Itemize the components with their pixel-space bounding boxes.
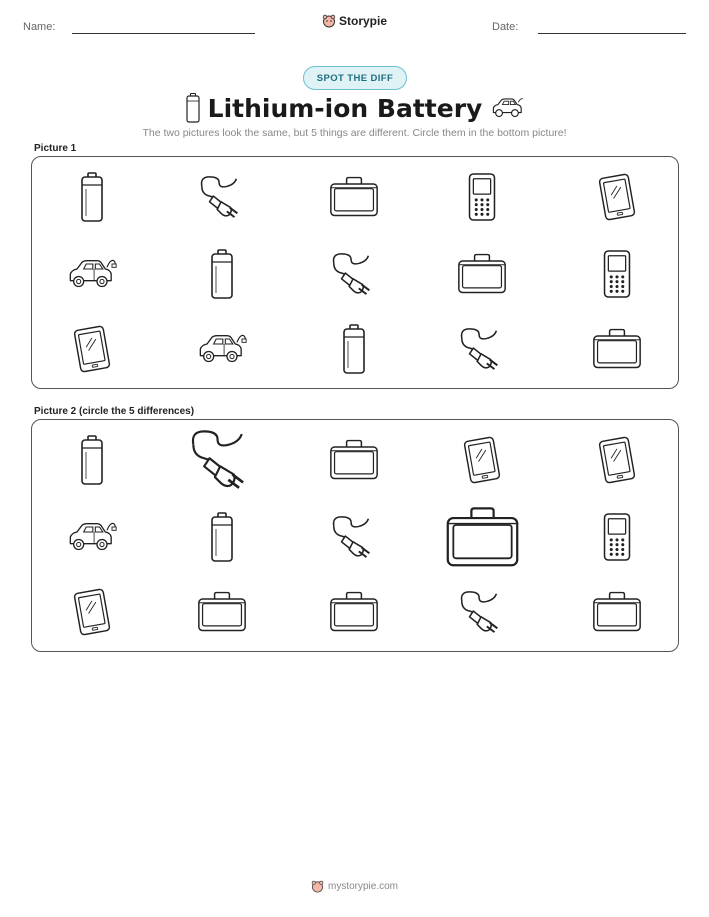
picture-1-panel	[31, 156, 679, 389]
plug-icon	[314, 234, 394, 314]
battery-icon[interactable]	[182, 497, 262, 577]
plug-icon[interactable]	[182, 420, 262, 500]
date-label: Date:	[492, 21, 519, 33]
battery-icon	[182, 234, 262, 314]
lunchbox-icon	[314, 157, 394, 237]
battery-icon	[52, 157, 132, 237]
tablet-icon	[52, 309, 132, 389]
plug-icon	[442, 309, 522, 389]
car-icon	[182, 309, 262, 389]
plug-icon[interactable]	[314, 497, 394, 577]
title-text: Lithium-ion Battery	[207, 93, 483, 123]
picture-2-label: Picture 2 (circle the 5 differences)	[34, 406, 195, 417]
lunchbox-icon[interactable]	[442, 497, 522, 577]
name-line[interactable]	[72, 33, 255, 34]
battery-icon[interactable]	[52, 420, 132, 500]
lunchbox-icon[interactable]	[577, 572, 657, 652]
lunchbox-icon[interactable]	[182, 572, 262, 652]
tablet-icon[interactable]	[52, 572, 132, 652]
lunchbox-icon	[577, 309, 657, 389]
phone-icon	[442, 157, 522, 237]
storypie-mascot-icon	[322, 14, 336, 28]
brand-name: Storypie	[339, 14, 388, 28]
car-icon	[490, 95, 524, 121]
name-label: Name:	[23, 21, 56, 33]
spot-the-diff-badge: SPOT THE DIFF	[303, 66, 407, 90]
footer-url: mystorypie.com	[327, 881, 398, 892]
phone-icon	[577, 234, 657, 314]
car-icon	[52, 234, 132, 314]
lunchbox-icon	[442, 234, 522, 314]
battery-icon	[186, 93, 200, 123]
plug-icon[interactable]	[442, 572, 522, 652]
date-line[interactable]	[538, 33, 686, 34]
storypie-mascot-icon	[311, 880, 324, 893]
picture-1-label: Picture 1	[34, 143, 77, 154]
page-title	[180, 90, 530, 126]
storypie-logo	[322, 14, 387, 28]
footer	[0, 880, 709, 893]
lunchbox-icon[interactable]	[314, 420, 394, 500]
plug-icon	[182, 157, 262, 237]
instructions: The two pictures look the same, but 5 things are different. Circle them in the bottom picture!	[142, 127, 567, 139]
picture-2-panel[interactable]	[31, 419, 679, 652]
lunchbox-icon[interactable]	[314, 572, 394, 652]
tablet-icon[interactable]	[442, 420, 522, 500]
tablet-icon[interactable]	[577, 420, 657, 500]
battery-icon	[314, 309, 394, 389]
car-icon[interactable]	[52, 497, 132, 577]
tablet-icon	[577, 157, 657, 237]
phone-icon[interactable]	[577, 497, 657, 577]
